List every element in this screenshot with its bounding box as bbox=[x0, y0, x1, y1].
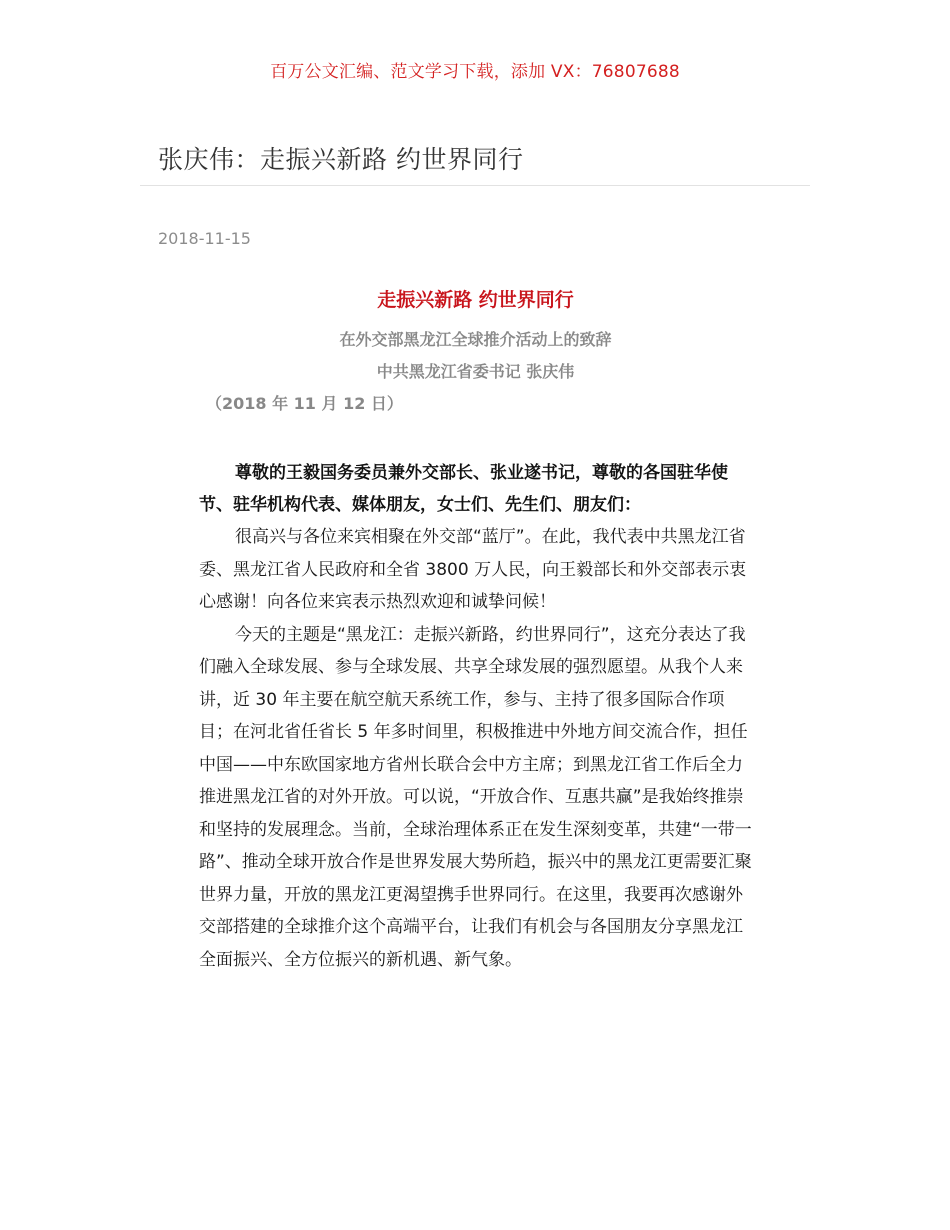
speech-salutation: 尊敬的王毅国务委员兼外交部长、张业遂书记，尊敬的各国驻华使节、驻华机构代表、媒体朋友，女士们、先生们、朋友们： bbox=[199, 463, 728, 515]
article-subtitle: 在外交部黑龙江全球推介活动上的致辞 bbox=[339, 330, 612, 349]
page-title: 张庆伟：走振兴新路 约世界同行 bbox=[158, 145, 524, 174]
paragraph: 今天的主题是“黑龙江：走振兴新路，约世界同行”，这充分表达了我们融入全球发展、参与全球发展、共享全球发展的强烈愿望。从我个人来讲，近 30 年主要在航空航天系统工作，参与、主持了很多国际合作项目；在河北省任省长 5 年多时间里，积极推进中外地方间交流合作，担任中国——中东欧国家地方省州长联合会中方主席；到黑龙江省工作后全力推进黑龙江省的对外开放。可以说，“开放合作、互惠共赢”是我始终推崇和坚持的发展理念。当前，全球治理体系正在发生深刻变革，共建“一带一路”、推动全球开放合作是世界发展大势所趋，振兴中的黑龙江更需要汇聚世界力量，开放的黑龙江更渴望携手世界同行。在这里，我要再次感谢外交部搭建的全球推介这个高端平台，让我们有机会与各国朋友分享黑龙江全面振兴、全方位振兴的新机遇、新气象。 bbox=[199, 624, 752, 970]
article-body bbox=[199, 287, 752, 976]
article-headline: 走振兴新路 约世界同行 bbox=[377, 289, 574, 311]
paragraph: 很高兴与各位来宾相聚在外交部“蓝厅”。在此，我代表中共黑龙江省委、黑龙江省人民政府和全省 3800 万人民，向王毅部长和外交部表示衷心感谢！向各位来宾表示热烈欢迎和诚挚问候！ bbox=[199, 527, 747, 612]
title-divider bbox=[140, 185, 810, 186]
article-author: 中共黑龙江省委书记 张庆伟 bbox=[376, 362, 575, 381]
publish-date: 2018-11-15 bbox=[158, 229, 251, 248]
speech-dateline: （2018 年 11 月 12 日） bbox=[206, 394, 403, 413]
promo-banner: 百万公文汇编、范文学习下载，添加 VX：76807688 bbox=[270, 62, 680, 82]
